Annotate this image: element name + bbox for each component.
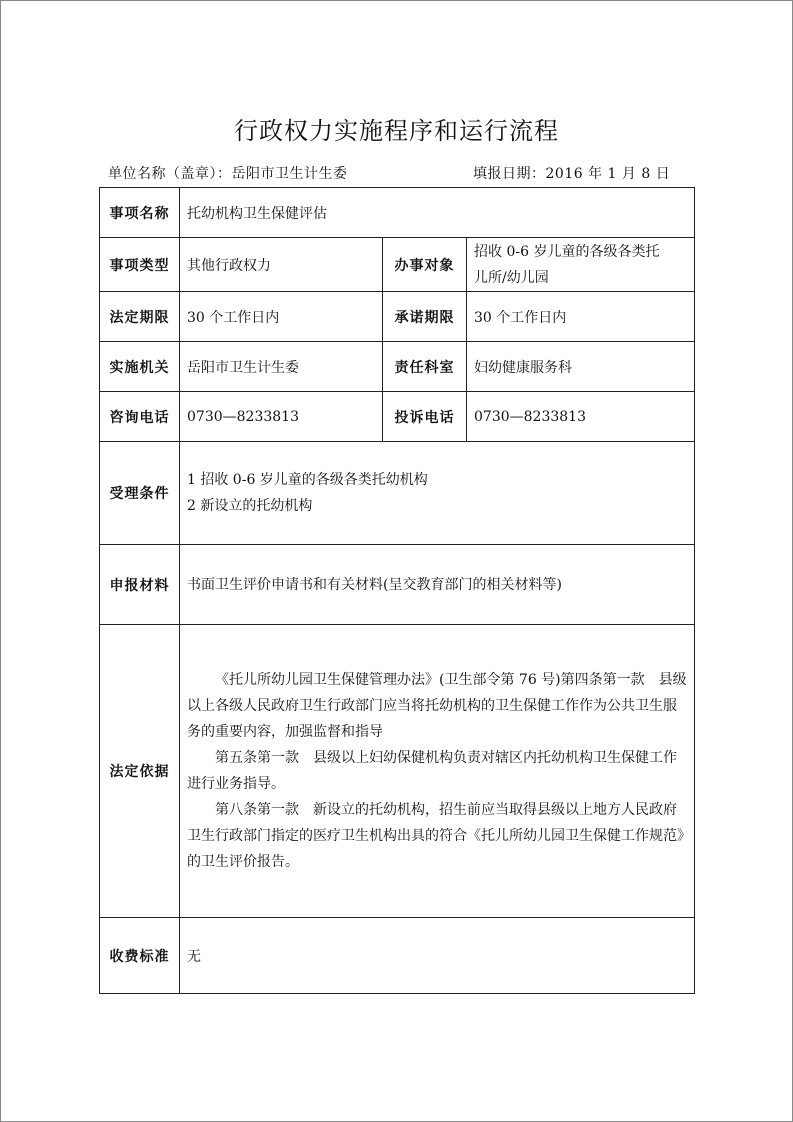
table-row (100, 188, 695, 238)
promised-period-label: 承诺期限 (383, 292, 467, 342)
item-type-label: 事项类型 (100, 238, 180, 292)
consult-phone-label: 咨询电话 (100, 392, 180, 442)
table-row (100, 342, 695, 392)
unit-name (108, 163, 348, 183)
unit-name-value: 岳阳市卫生计生委 (231, 166, 348, 182)
consult-phone-value: 0730—8233813 (180, 392, 383, 442)
legal-period-value: 30 个工作日内 (180, 292, 383, 342)
target-line: 儿所/幼儿园 (474, 269, 549, 286)
agency-label: 实施机关 (100, 342, 180, 392)
table-row (100, 545, 695, 625)
item-name-value: 托幼机构卫生保健评估 (180, 188, 695, 238)
fill-date (473, 163, 670, 183)
item-type-value: 其他行政权力 (180, 238, 383, 292)
table-row (100, 625, 695, 918)
condition-item: 1 招收 0-6 岁儿童的各级各类托幼机构 (187, 472, 428, 488)
table-row (100, 392, 695, 442)
condition-item: 2 新设立的托幼机构 (187, 498, 313, 514)
target-line: 招收 0-6 岁儿童的各级各类托 (474, 243, 660, 260)
info-table (99, 187, 695, 994)
legal-basis-value (180, 625, 695, 918)
item-name-label: 事项名称 (100, 188, 180, 238)
complaint-phone-label: 投诉电话 (383, 392, 467, 442)
conditions-label: 受理条件 (100, 442, 180, 545)
department-label: 责任科室 (383, 342, 467, 392)
legal-basis-label: 法定依据 (100, 625, 180, 918)
agency-value: 岳阳市卫生计生委 (180, 342, 383, 392)
table-row (100, 918, 695, 994)
fill-date-value: 2016 年 1 月 8 日 (545, 166, 671, 182)
materials-label: 申报材料 (100, 545, 180, 625)
table-row (100, 238, 695, 292)
table-row (100, 442, 695, 545)
table-row (100, 292, 695, 342)
department-value: 妇幼健康服务科 (467, 342, 695, 392)
conditions-value (180, 442, 695, 545)
legal-basis-paragraph: 第五条第一款 县级以上妇幼保健机构负责对辖区内托幼机构卫生保健工作进行业务指导。 (187, 750, 677, 792)
legal-basis-paragraph: 《托儿所幼儿园卫生保健管理办法》(卫生部令第 76 号)第四条第一款 县级以上各级人民政府卫生行政部门应当将托幼机构的卫生保健工作作为公共卫生服务的重要内容，加强监督和指导 (187, 672, 687, 740)
fee-value: 无 (180, 918, 695, 994)
complaint-phone-value: 0730—8233813 (467, 392, 695, 442)
materials-text: 书面卫生评价申请书和有关材料(呈交教育部门的相关材料等) (187, 576, 562, 593)
page-title: 行政权力实施程序和运行流程 (234, 117, 559, 145)
fill-date-label: 填报日期： (473, 166, 546, 182)
target-value (467, 238, 695, 292)
materials-value (180, 545, 695, 625)
fee-label: 收费标准 (100, 918, 180, 994)
legal-basis-paragraph: 第八条第一款 新设立的托幼机构，招生前应当取得县级以上地方人民政府卫生行政部门指定的医疗卫生机构出具的符合《托儿所幼儿园卫生保健工作规范》的卫生评价报告。 (187, 802, 684, 870)
unit-name-label: 单位名称（盖章）： (108, 166, 232, 182)
target-label: 办事对象 (383, 238, 467, 292)
promised-period-value: 30 个工作日内 (467, 292, 695, 342)
legal-period-label: 法定期限 (100, 292, 180, 342)
